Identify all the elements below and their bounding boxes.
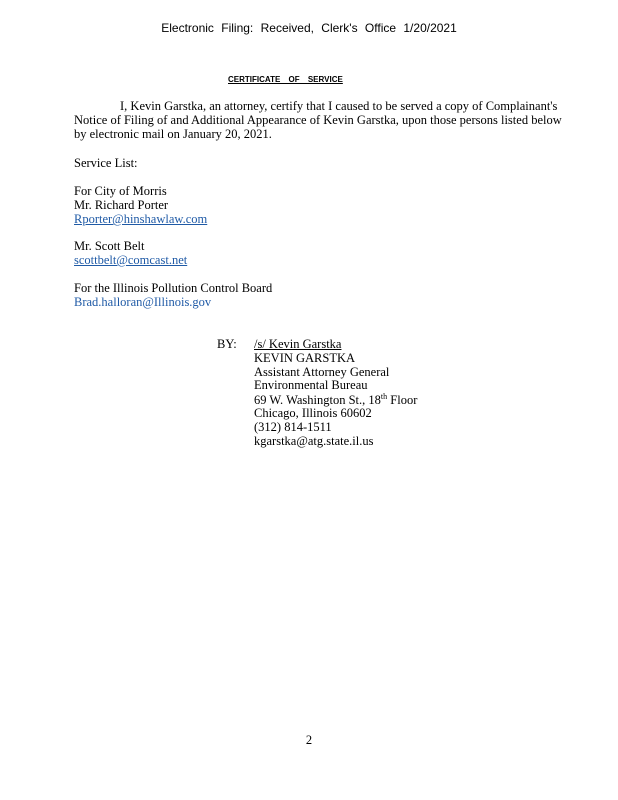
signer-name: KEVIN GARSTKA bbox=[254, 351, 356, 365]
recipient-morris-org: For City of Morris bbox=[74, 184, 167, 198]
signer-city: Chicago, Illinois 60602 bbox=[254, 406, 372, 420]
page-number: 2 bbox=[305, 733, 313, 747]
signer-bureau: Environmental Bureau bbox=[254, 378, 368, 392]
signature-line: /s/ Kevin Garstka bbox=[254, 337, 342, 351]
recipient-morris-name: Mr. Richard Porter bbox=[74, 198, 169, 212]
street-text: 69 W. Washington St., 18 bbox=[254, 393, 381, 408]
by-label: BY: bbox=[217, 337, 237, 351]
street-floor: Floor bbox=[387, 393, 418, 408]
signer-email: kgarstka@atg.state.il.us bbox=[254, 434, 374, 448]
street-ordinal: th bbox=[380, 392, 388, 401]
signer-title: Assistant Attorney General bbox=[254, 365, 390, 379]
recipient-ipcb-email-link[interactable]: Brad.halloran@Illinois.gov bbox=[74, 295, 212, 309]
recipient-morris-email-link[interactable]: Rporter@hinshawlaw.com bbox=[74, 212, 208, 226]
recipient-ipcb-org: For the Illinois Pollution Control Board bbox=[74, 281, 273, 295]
recipient-belt-name: Mr. Scott Belt bbox=[74, 239, 145, 253]
certification-paragraph: I, Kevin Garstka, an attorney, certify that I caused to be served a copy of Complainant's Notice of Filing of and Additional Appearance of Kevin Garstka, upon those persons listed below by electronic mail on January 20, 2021. bbox=[74, 99, 562, 141]
filing-stamp-header: Electronic Filing: Received, Clerk's Office 1/20/2021 bbox=[161, 21, 457, 35]
recipient-belt-email-link[interactable]: scottbelt@comcast.net bbox=[74, 253, 188, 267]
signer-phone: (312) 814-1511 bbox=[254, 420, 332, 434]
service-list-heading: Service List: bbox=[74, 156, 138, 170]
document-title: CERTIFICATE OF SERVICE bbox=[228, 75, 343, 84]
